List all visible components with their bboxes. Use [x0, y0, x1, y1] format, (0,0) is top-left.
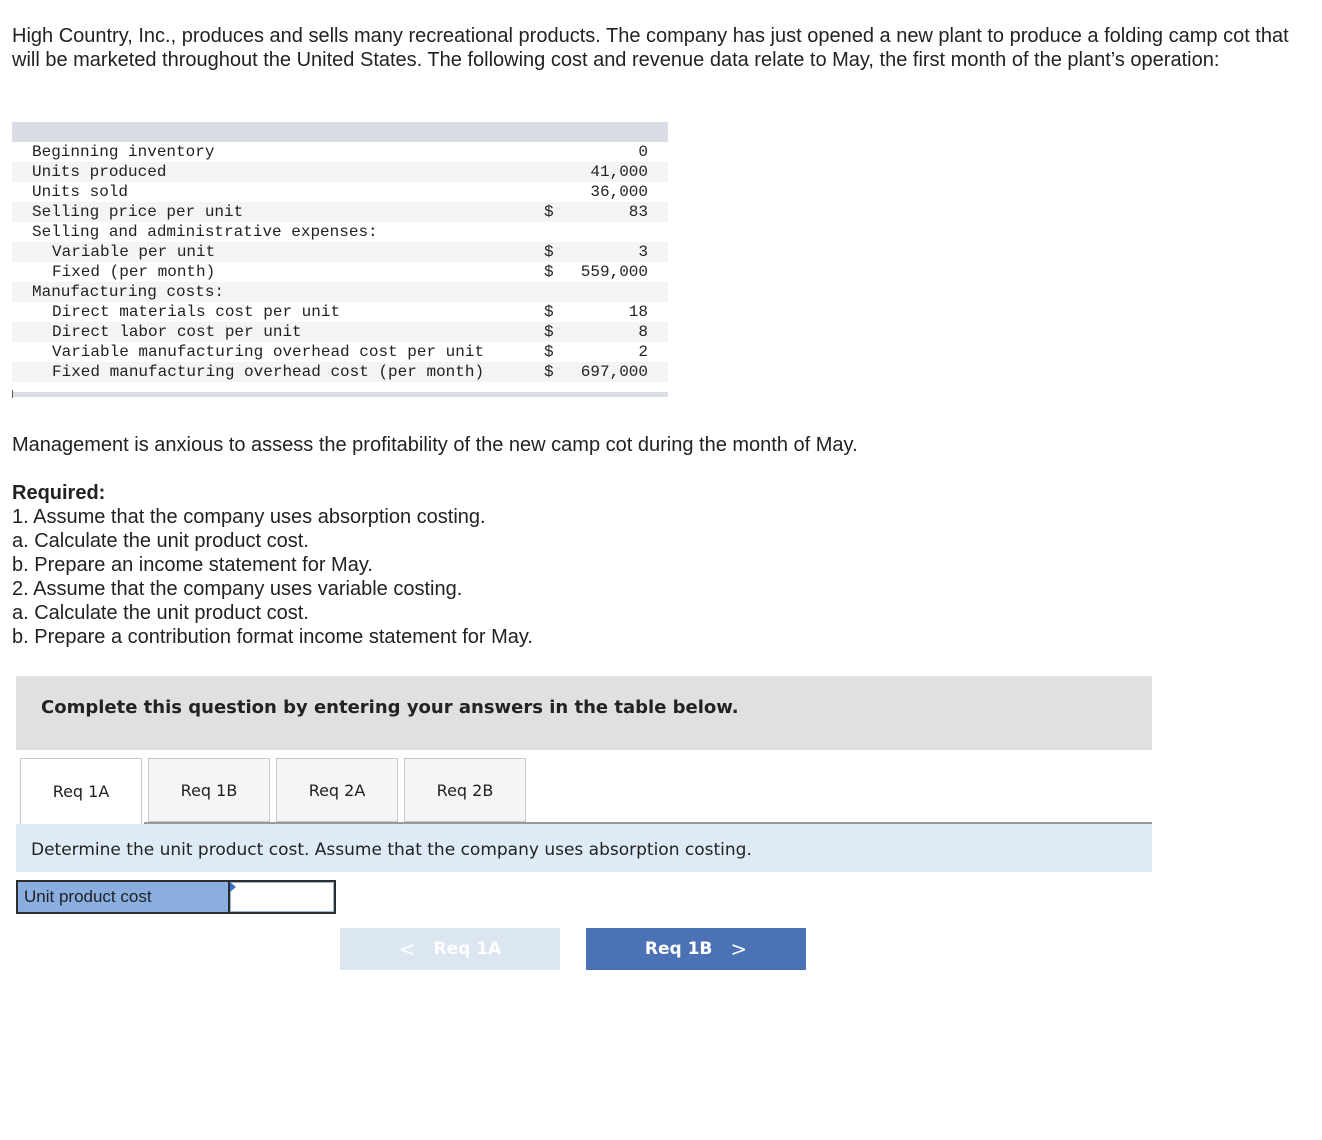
row-amount: 41,000	[590, 163, 648, 181]
table-row	[12, 322, 668, 342]
table-corner-mark	[12, 390, 13, 398]
row-dollar-sign: $	[544, 303, 554, 321]
answer-row	[16, 880, 336, 914]
tab-req-1b[interactable]: Req 1B	[148, 758, 270, 822]
row-label: Beginning inventory	[32, 143, 215, 161]
required-item: a. Calculate the unit product cost.	[12, 530, 309, 552]
table-row	[12, 342, 668, 362]
table-row	[12, 282, 668, 302]
row-amount: 18	[628, 303, 648, 321]
prev-req-button[interactable]	[340, 928, 560, 970]
table-row	[12, 242, 668, 262]
row-label: Units sold	[32, 183, 129, 201]
row-label: Fixed manufacturing overhead cost (per month)	[52, 363, 485, 381]
requirement-description-text: Determine the unit product cost. Assume that the company uses absorption costing.	[31, 840, 752, 860]
row-label: Variable manufacturing overhead cost per unit	[52, 343, 485, 361]
row-amount: 0	[638, 143, 648, 161]
chevron-left-icon: <	[398, 937, 416, 961]
row-dollar-sign: $	[544, 243, 554, 261]
row-label: Variable per unit	[52, 243, 216, 261]
row-label: Selling and administrative expenses:	[32, 223, 378, 241]
required-item: a. Calculate the unit product cost.	[12, 602, 309, 624]
unit-product-cost-input[interactable]	[230, 882, 334, 912]
row-label: Manufacturing costs:	[32, 283, 225, 301]
tab-req-1a[interactable]: Req 1A	[20, 758, 142, 824]
management-text: Management is anxious to assess the profitability of the new camp cot during the month of May.	[12, 434, 858, 456]
table-row	[12, 182, 668, 202]
table-row	[12, 202, 668, 222]
row-amount: 697,000	[580, 363, 648, 381]
row-amount: 2	[638, 343, 648, 361]
next-req-button[interactable]	[586, 928, 806, 970]
required-item: b. Prepare an income statement for May.	[12, 554, 373, 576]
required-list	[12, 505, 533, 649]
requirement-description	[16, 824, 1152, 872]
row-label: Units produced	[32, 163, 167, 181]
table-row	[12, 162, 668, 182]
instruction-text: Complete this question by entering your answers in the table below.	[41, 697, 739, 718]
table-row	[12, 362, 668, 382]
instruction-box	[16, 676, 1152, 750]
row-dollar-sign: $	[544, 323, 554, 341]
required-item: b. Prepare a contribution format income statement for May.	[12, 626, 533, 648]
row-label: Fixed (per month)	[52, 263, 216, 281]
tab-req-2b[interactable]: Req 2B	[404, 758, 526, 822]
row-dollar-sign: $	[544, 343, 554, 361]
row-amount: 3	[638, 243, 648, 261]
row-amount: 8	[638, 323, 648, 341]
row-dollar-sign: $	[544, 263, 554, 281]
table-row	[12, 262, 668, 282]
required-title: Required:	[12, 482, 106, 504]
row-dollar-sign: $	[544, 203, 554, 221]
row-label: Direct materials cost per unit	[52, 303, 341, 321]
tab-req-2a[interactable]: Req 2A	[276, 758, 398, 822]
unit-product-cost-label: Unit product cost	[16, 880, 230, 914]
table-row	[12, 222, 668, 242]
table-row	[12, 302, 668, 322]
chevron-right-icon: >	[730, 937, 748, 961]
row-label: Selling price per unit	[32, 203, 244, 221]
next-req-label: Req 1B	[644, 939, 713, 959]
required-item: 2. Assume that the company uses variable costing.	[12, 578, 463, 600]
row-amount: 83	[628, 203, 648, 221]
problem-intro: High Country, Inc., produces and sells many recreational products. The company has just opened a new plant to produce a folding camp cot that will be marketed throughout the United States. The following cost and revenue data relate to May, the first month of the plant’s operation:	[12, 25, 1289, 71]
required-item: 1. Assume that the company uses absorption costing.	[12, 506, 486, 528]
row-dollar-sign: $	[544, 363, 554, 381]
row-amount: 36,000	[590, 183, 648, 201]
row-label: Direct labor cost per unit	[52, 323, 302, 341]
row-amount: 559,000	[580, 263, 648, 281]
prev-req-label: Req 1A	[433, 939, 502, 959]
cost-data-table	[12, 122, 668, 397]
input-flag-icon	[230, 882, 236, 892]
unit-product-cost-cell	[230, 880, 336, 914]
table-row	[12, 142, 668, 162]
